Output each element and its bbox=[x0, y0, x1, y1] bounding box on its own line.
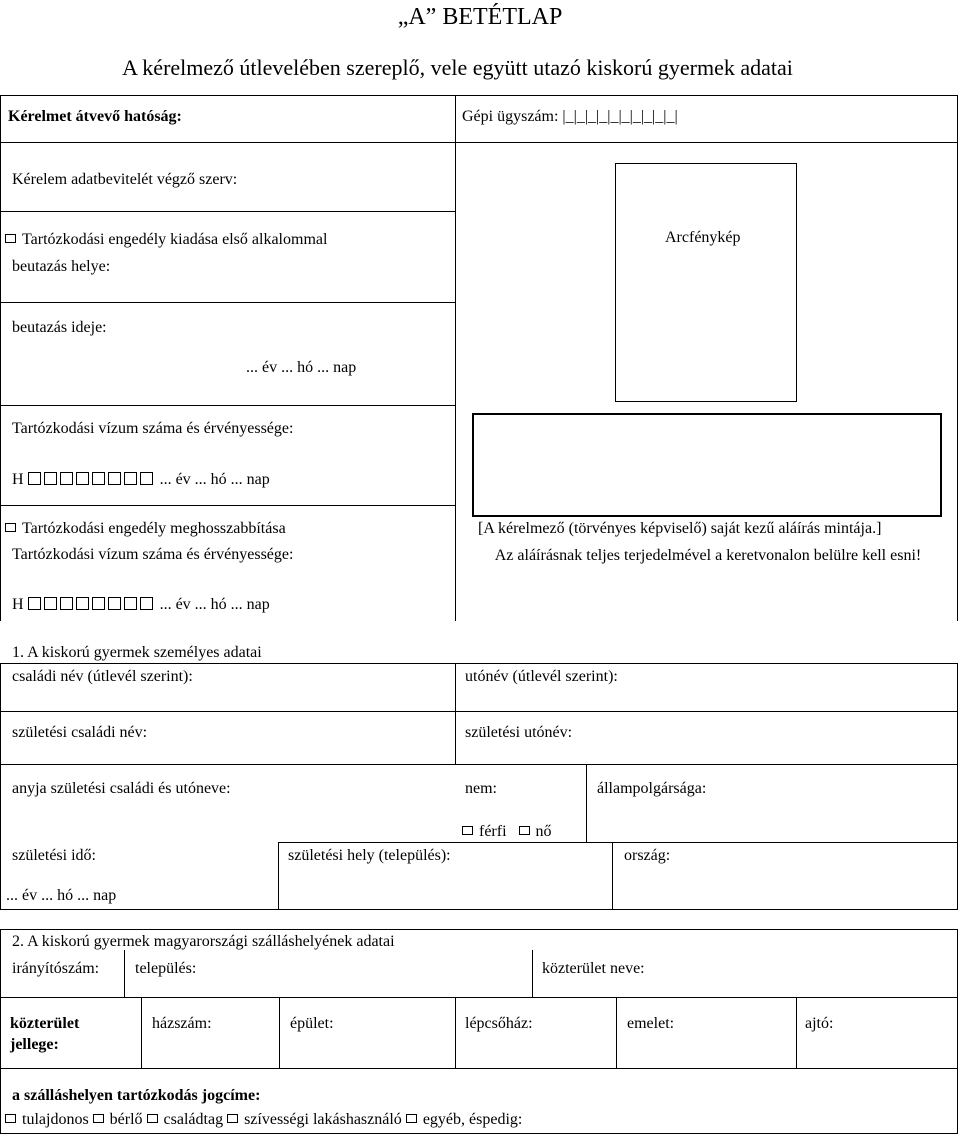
section2-title: 2. A kiskorú gyermek magyarországi szálláshelyének adatai bbox=[12, 933, 395, 950]
digit-box-icon[interactable] bbox=[28, 472, 41, 485]
digit-box-icon[interactable] bbox=[140, 597, 153, 610]
street-name-label: közterület neve: bbox=[542, 960, 645, 977]
visa-label: Tartózkodási vízum száma és érvényessége: bbox=[12, 420, 294, 437]
machine-no-boxes[interactable]: |_|_|_|_|_|_|_|_|_|_| bbox=[562, 108, 678, 125]
birth-given-name-label: születési utónév: bbox=[465, 724, 573, 741]
data-entry-label: Kérelem adatbevitelét végző szerv: bbox=[12, 171, 238, 188]
birth-place-label: születési hely (település): bbox=[288, 847, 451, 864]
visa2-label: Tartózkodási vízum száma és érvényessége: bbox=[12, 546, 294, 563]
checkbox-icon[interactable] bbox=[227, 1114, 238, 1123]
checkbox-icon[interactable] bbox=[5, 1114, 16, 1123]
settlement-label: település: bbox=[135, 960, 197, 977]
page-title: „A” BETÉTLAP bbox=[397, 4, 563, 30]
building-label: épület: bbox=[290, 1015, 334, 1032]
family-name-label: családi név (útlevél szerint): bbox=[12, 668, 193, 685]
house-no-label: házszám: bbox=[152, 1015, 212, 1032]
digit-box-icon[interactable] bbox=[60, 472, 73, 485]
birth-date-label: születési idő: bbox=[12, 847, 96, 864]
checkbox-icon[interactable] bbox=[406, 1114, 417, 1123]
checkbox-icon[interactable] bbox=[462, 826, 473, 835]
checkbox-icon[interactable] bbox=[5, 523, 16, 532]
first-issue-option[interactable]: Tartózkodási engedély kiadása első alkalommal bbox=[5, 231, 327, 249]
authority-label: Kérelmet átvevő hatóság: bbox=[8, 108, 182, 125]
legal-title-options bbox=[5, 1111, 522, 1129]
visa2-value: H ... év ... hó ... nap bbox=[12, 596, 270, 613]
sex-female-option[interactable]: nő bbox=[519, 823, 552, 840]
visa-value: H ... év ... hó ... nap bbox=[12, 471, 270, 488]
sex-options bbox=[462, 823, 552, 841]
given-name-label: utónév (útlevél szerint): bbox=[465, 668, 618, 685]
checkbox-icon[interactable] bbox=[93, 1114, 104, 1123]
digit-box-icon[interactable] bbox=[92, 597, 105, 610]
digit-box-icon[interactable] bbox=[108, 597, 121, 610]
legal-title-label: a szálláshelyen tartózkodás jogcíme: bbox=[12, 1087, 261, 1104]
sex-male-option[interactable]: férfi bbox=[462, 823, 507, 840]
sex-label: nem: bbox=[465, 780, 497, 797]
street-type-label: közterület jellege: bbox=[10, 1015, 80, 1053]
floor-label: emelet: bbox=[627, 1015, 675, 1032]
checkbox-icon[interactable] bbox=[519, 826, 530, 835]
digit-box-icon[interactable] bbox=[124, 597, 137, 610]
digit-box-icon[interactable] bbox=[92, 472, 105, 485]
digit-box-icon[interactable] bbox=[44, 472, 57, 485]
digit-box-icon[interactable] bbox=[44, 597, 57, 610]
option-family-member[interactable]: családtag bbox=[147, 1111, 224, 1128]
signature-box[interactable] bbox=[472, 413, 942, 517]
country-label: ország: bbox=[624, 847, 671, 864]
door-label: ajtó: bbox=[805, 1015, 834, 1032]
checkbox-icon[interactable] bbox=[147, 1114, 158, 1123]
digit-box-icon[interactable] bbox=[124, 472, 137, 485]
checkbox-icon[interactable] bbox=[5, 234, 16, 243]
machine-no-label: Gépi ügyszám: |_|_|_|_|_|_|_|_|_|_| bbox=[462, 108, 678, 125]
section1-title: 1. A kiskorú gyermek személyes adatai bbox=[12, 644, 262, 661]
photo-box[interactable] bbox=[615, 163, 797, 402]
photo-label: Arcfénykép bbox=[665, 229, 741, 246]
option-owner[interactable]: tulajdonos bbox=[5, 1111, 89, 1128]
digit-box-icon[interactable] bbox=[76, 472, 89, 485]
digit-box-icon[interactable] bbox=[28, 597, 41, 610]
entry-place-label: beutazás helye: bbox=[12, 258, 111, 275]
mother-name-label: anyja születési családi és utóneve: bbox=[12, 780, 231, 797]
digit-box-icon[interactable] bbox=[60, 597, 73, 610]
entry-date-value: ... év ... hó ... nap bbox=[246, 359, 357, 376]
option-courtesy-use[interactable]: szívességi lakáshasználó bbox=[227, 1111, 402, 1128]
digit-box-icon[interactable] bbox=[140, 472, 153, 485]
signature-note-2: Az aláírásnak teljes terjedelmével a keretvonalon belülre kell esni! bbox=[494, 547, 922, 564]
citizenship-label: állampolgársága: bbox=[597, 780, 707, 797]
extension-option[interactable]: Tartózkodási engedély meghosszabbítása bbox=[5, 520, 286, 538]
digit-box-icon[interactable] bbox=[76, 597, 89, 610]
entry-date-label: beutazás ideje: bbox=[12, 319, 107, 336]
digit-box-icon[interactable] bbox=[108, 472, 121, 485]
page-subtitle: A kérelmező útlevelében szereplő, vele együtt utazó kiskorú gyermek adatai bbox=[122, 55, 793, 80]
postcode-label: irányítószám: bbox=[12, 960, 100, 977]
option-tenant[interactable]: bérlő bbox=[93, 1111, 143, 1128]
signature-note-1: [A kérelmező (törvényes képviselő) saját kezű aláírás mintája.] bbox=[478, 520, 882, 537]
option-other[interactable]: egyéb, éspedig: bbox=[406, 1111, 523, 1128]
birth-date-value: ... év ... hó ... nap bbox=[6, 887, 117, 904]
birth-family-name-label: születési családi név: bbox=[12, 724, 148, 741]
staircase-label: lépcsőház: bbox=[465, 1015, 533, 1032]
